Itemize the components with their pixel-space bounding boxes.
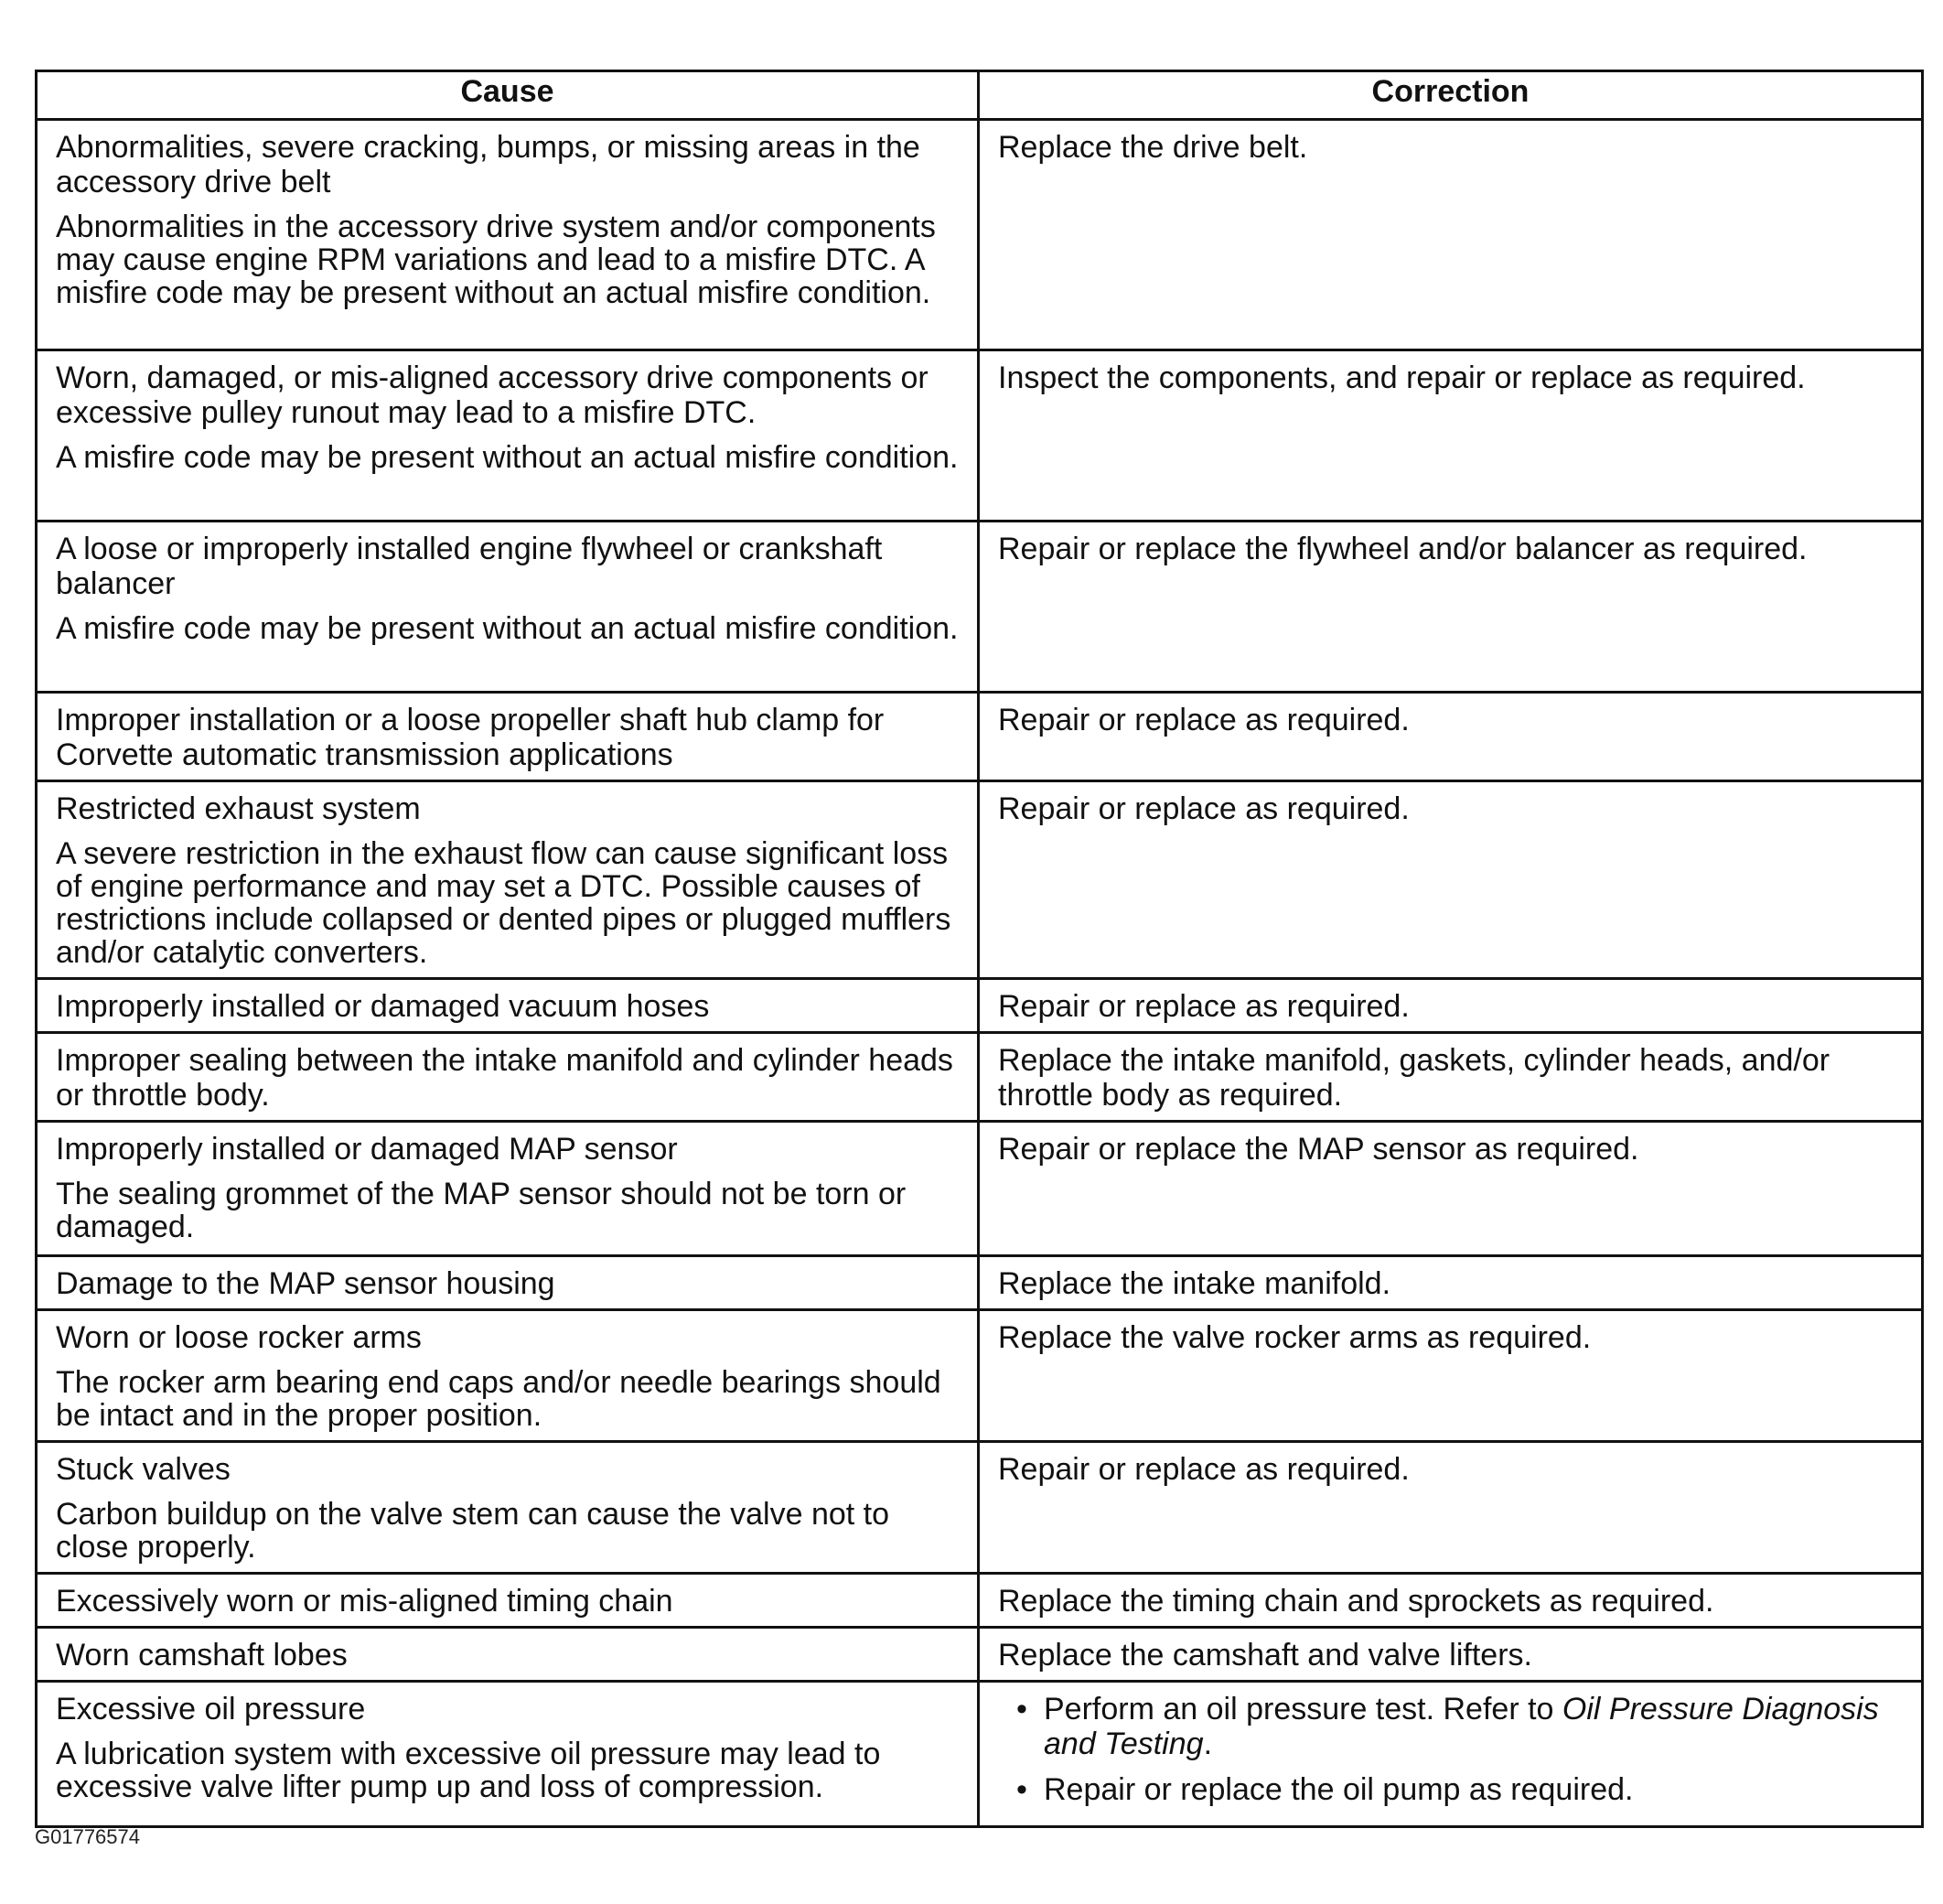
cause-note: Abnormalities in the accessory drive system and/or components may cause engine RPM variations and lead to a misfire DTC. A misfire code may be present without an actual misfire condition. <box>56 210 936 310</box>
cause-note: The sealing grommet of the MAP sensor should not be torn or damaged. <box>56 1177 907 1244</box>
cause-cell <box>37 1574 979 1628</box>
correction-cell <box>979 1628 1923 1682</box>
correction-text: Replace the intake manifold. <box>998 1266 1391 1301</box>
table-row <box>37 979 1923 1033</box>
cause-cell <box>37 1122 979 1256</box>
correction-text: Repair or replace as required. <box>998 1452 1410 1487</box>
cause-cell <box>37 1310 979 1442</box>
correction-step-suffix: . <box>1203 1727 1213 1761</box>
diagnostic-table <box>35 70 1924 1828</box>
correction-text: Replace the drive belt. <box>998 130 1308 165</box>
correction-cell <box>979 120 1923 350</box>
cause-text: Worn, damaged, or mis-aligned accessory drive components or excessive pulley runout may lead to a misfire DTC. <box>56 360 929 430</box>
cause-cell <box>37 1442 979 1574</box>
table-row <box>37 1256 1923 1310</box>
correction-text: Repair or replace as required. <box>998 703 1410 737</box>
bullet-icon: • <box>1016 1692 1027 1727</box>
cause-text: Excessively worn or mis-aligned timing chain <box>56 1584 673 1619</box>
correction-list <box>998 1692 1906 1807</box>
correction-text: Replace the intake manifold, gaskets, cylinder heads, and/or throttle body as required. <box>998 1043 1830 1113</box>
cause-column-header: Cause <box>37 71 979 120</box>
correction-text: Repair or replace the flywheel and/or balancer as required. <box>998 532 1808 566</box>
table-row <box>37 1628 1923 1682</box>
table-row <box>37 1682 1923 1827</box>
cause-cell <box>37 350 979 522</box>
table-row <box>37 1310 1923 1442</box>
correction-cell <box>979 1310 1923 1442</box>
cause-cell <box>37 781 979 979</box>
cause-note: A severe restriction in the exhaust flow can cause significant loss of engine performance and may set a DTC. Possible causes of restrictions include collapsed or dented pipes or plugged mufflers and/or catalytic converters. <box>56 836 951 970</box>
cause-text: Excessive oil pressure <box>56 1692 366 1727</box>
correction-text: Repair or replace as required. <box>998 989 1410 1024</box>
table-row <box>37 693 1923 781</box>
cause-cell <box>37 120 979 350</box>
correction-column-header: Correction <box>979 71 1923 120</box>
correction-cell <box>979 781 1923 979</box>
cause-text: Worn or loose rocker arms <box>56 1320 422 1355</box>
correction-text: Repair or replace the MAP sensor as required. <box>998 1132 1639 1167</box>
cause-text: Improper installation or a loose propeller shaft hub clamp for Corvette automatic transmission applications <box>56 703 885 772</box>
reference-link[interactable]: Oil Pressure Diagnosis and Testing <box>1044 1692 1879 1761</box>
cause-text: Restricted exhaust system <box>56 791 421 826</box>
correction-list-item <box>1016 1772 1906 1807</box>
cause-cell <box>37 1628 979 1682</box>
cause-note: The rocker arm bearing end caps and/or needle bearings should be intact and in the proper position. <box>56 1365 941 1433</box>
cause-cell <box>37 693 979 781</box>
table-row <box>37 1442 1923 1574</box>
cause-text: Abnormalities, severe cracking, bumps, or missing areas in the accessory drive belt <box>56 130 920 199</box>
cause-cell <box>37 1682 979 1827</box>
cause-text: Worn camshaft lobes <box>56 1638 348 1673</box>
header-row <box>37 71 1923 120</box>
correction-text: Replace the valve rocker arms as required. <box>998 1320 1592 1355</box>
figure-id: G01776574 <box>35 1825 140 1848</box>
correction-step-text: Perform an oil pressure test. Refer to <box>1044 1692 1562 1727</box>
correction-cell <box>979 1122 1923 1256</box>
cause-note: Carbon buildup on the valve stem can cause the valve not to close properly. <box>56 1497 890 1565</box>
correction-cell <box>979 1033 1923 1122</box>
correction-cell <box>979 350 1923 522</box>
table-body <box>37 120 1923 1827</box>
cause-text: Improper sealing between the intake manifold and cylinder heads or throttle body. <box>56 1043 953 1113</box>
cause-cell <box>37 1256 979 1310</box>
correction-text: Replace the camshaft and valve lifters. <box>998 1638 1532 1673</box>
correction-cell <box>979 1256 1923 1310</box>
correction-cell <box>979 1442 1923 1574</box>
correction-cell <box>979 979 1923 1033</box>
correction-cell <box>979 1574 1923 1628</box>
cause-text: A loose or improperly installed engine flywheel or crankshaft balancer <box>56 532 883 601</box>
cause-cell <box>37 979 979 1033</box>
cause-note: A misfire code may be present without an actual misfire condition. <box>56 440 959 475</box>
cause-text: Improperly installed or damaged vacuum hoses <box>56 989 710 1024</box>
correction-cell <box>979 1682 1923 1827</box>
cause-cell <box>37 1033 979 1122</box>
table-row <box>37 522 1923 693</box>
cause-note: A misfire code may be present without an actual misfire condition. <box>56 611 959 646</box>
cause-text: Improperly installed or damaged MAP sensor <box>56 1132 678 1167</box>
cause-cell <box>37 522 979 693</box>
table-row <box>37 1574 1923 1628</box>
correction-text: Replace the timing chain and sprockets as required. <box>998 1584 1714 1619</box>
cause-text: Damage to the MAP sensor housing <box>56 1266 555 1301</box>
correction-step-text: Repair or replace the oil pump as required. <box>1044 1772 1634 1807</box>
table-row <box>37 350 1923 522</box>
table-row <box>37 120 1923 350</box>
table-row <box>37 1122 1923 1256</box>
correction-list-item <box>1016 1692 1906 1761</box>
correction-text: Repair or replace as required. <box>998 791 1410 826</box>
correction-text: Inspect the components, and repair or replace as required. <box>998 360 1806 395</box>
correction-cell <box>979 693 1923 781</box>
table-row <box>37 1033 1923 1122</box>
cause-note: A lubrication system with excessive oil pressure may lead to excessive valve lifter pump up and loss of compression. <box>56 1737 881 1804</box>
correction-cell <box>979 522 1923 693</box>
cause-text: Stuck valves <box>56 1452 231 1487</box>
bullet-icon: • <box>1016 1772 1027 1807</box>
table-row <box>37 781 1923 979</box>
